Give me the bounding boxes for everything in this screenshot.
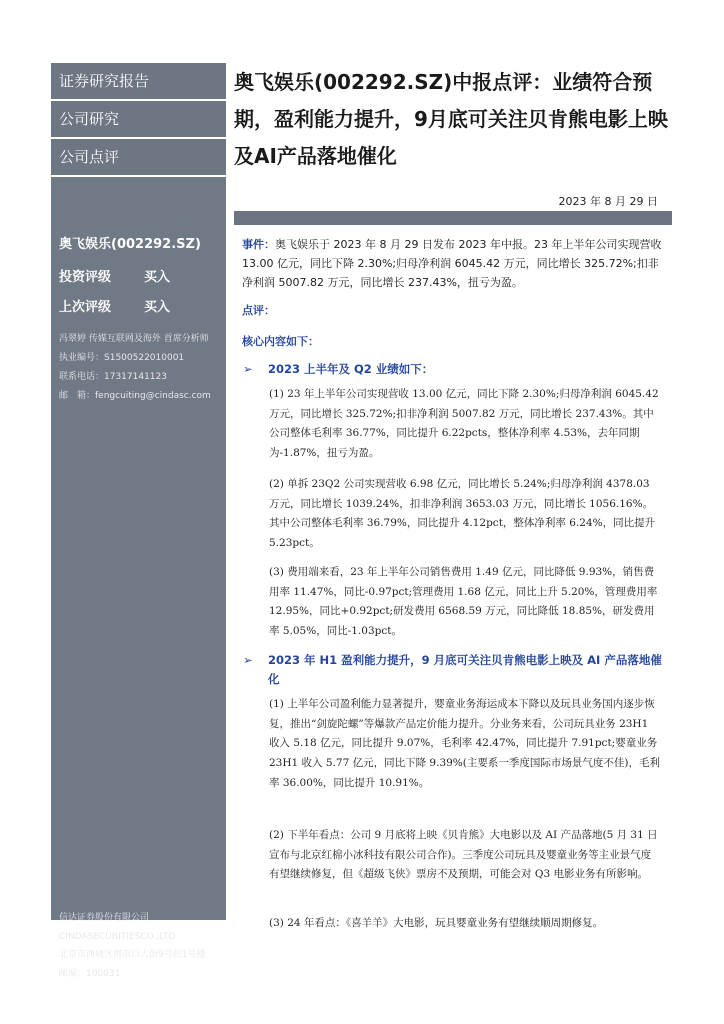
results-item-3: (3) 费用端来看，23 年上半年公司销售费用 1.49 亿元，同比降低 9.93%，销售费用率 11.47%，同比-0.97pct;管理费用 1.68 亿元，同比上升 5.20%，管理费用率 12.95%，同比+0.92pct;研发费用 6568.59 万元，同比降低 18.85%，研发费用率 5.05%，同比-1.03pct。 [269,566,658,638]
report-date: 2023 年 8 月 29 日 [558,195,658,208]
report-title: 奥飞娱乐(002292.SZ)中报点评：业绩符合预期，盈利能力提升，9月底可关注贝肯熊电影上映及AI产品落地催化 [234,70,668,168]
arrow-bullet-icon: ➢ [243,653,253,667]
arrow-bullet-icon: ➢ [243,362,253,376]
analyst-name: 冯翠婷 传媒互联网及海外 首席分析师 [59,334,209,344]
results-item-1: (1) 23 年上半年公司实现营收 13.00 亿元，同比下降 2.30%;归母净利润 6045.42 万元，同比增长 325.72%;扣非净利润 5007.82 万元，同比增长 237.43%。其中公司整体毛利率 36.77%，同比提升 6.22pcts，整体净利率 4.53%，去年同期为-1.87%，扭亏为盈。 [269,388,659,460]
section-heading-text: 2023 年 H1 盈利能力提升，9 月底可关注贝肯熊电影上映及 AI 产品落地催化 [268,653,662,686]
analyst-license: 执业编号：S1500522010001 [59,353,185,363]
comment-type-band: 公司点评 [51,139,226,175]
investment-rating-label: 投资评级 [59,270,112,285]
event-label: 事件： [242,238,275,251]
previous-rating-value: 买入 [144,300,171,315]
profitability-item-1: (1) 上半年公司盈利能力显著提升，婴童业务海运成本下降以及玩具业务国内逐步恢复，推出“剑旋陀螺”等爆款产品定价能力提升。分业务来看，公司玩具业务 23H1 收入 5.18 亿元，同比提升 9.07%，毛利率 42.47%，同比提升 7.91pct;婴童业务 23H1 收入 5.77 亿元，同比下降 9.39%(主要系一季度国际市场景气度不佳)，毛利率 36.00%，同比提升 10.91%。 [269,698,660,789]
previous-rating-label: 上次评级 [59,300,112,315]
firm-info [59,909,205,983]
sidebar-panel [51,177,226,920]
analyst-phone: 联系电话：17317141123 [59,372,167,382]
previous-rating [59,296,171,315]
firm-postcode: 邮编：100031 [59,968,121,979]
sidebar [51,63,226,979]
analyst-info [59,330,229,406]
section-heading-profitability [243,651,663,691]
results-item-2: (2) 单拆 23Q2 公司实现营收 6.98 亿元，同比增长 5.24%;归母净利润 4378.03 万元，同比增长 1039.24%，扣非净利润 3653.03 万元，同比增长 1056.16%。其中公司整体毛利率 36.79%，同比提升 4.12pct，整体净利率 6.24%，同比提升 5.23pct。 [269,478,656,550]
firm-address: 北京市西城区闹市口大街9号院1号楼 [59,950,206,960]
analyst-email[interactable]: 邮 箱：fengcuiting@cindasc.com [59,391,211,401]
firm-name-cn: 信达证券股份有限公司 [59,913,150,923]
profitability-item-3: (3) 24 年看点：《喜羊羊》大电影，玩具婴童业务有望继续顺周期修复。 [269,917,604,929]
core-content-label: 核心内容如下： [242,335,319,348]
comment-label: 点评： [242,304,275,317]
firm-name-en: CINDASECURITIESCO.,LTD [59,931,176,942]
section-heading-h1-results [243,360,663,380]
section-heading-text: 2023 上半年及 Q2 业绩如下： [268,362,434,376]
event-text: 奥飞娱乐于 2023 年 8 月 29 日发布 2023 年中报。23 年上半年公司实现营收 13.00 亿元，同比下降 2.30%;归母净利润 6045.42 万元，同比增长 325.72%;扣非净利润 5007.82 万元，同比增长 237.43%，扭亏为盈。 [242,238,662,289]
investment-rating [59,266,171,285]
research-type-band: 公司研究 [51,101,226,137]
investment-rating-value: 买入 [144,270,171,285]
event-paragraph [242,235,667,292]
profitability-item-2: (2) 下半年看点：公司 9 月底将上映《贝肯熊》大电影以及 AI 产品落地(5 月 31 日宣布与北京红棉小冰科技有限公司合作)。三季度公司玩具及婴童业务等主业景气度有望继续修复，但《超级飞侠》票房不及预期，可能会对 Q3 电影业务有所影响。 [269,829,658,881]
sidebar-company: 奥飞娱乐(002292.SZ) [59,237,201,252]
report-type-band: 证券研究报告 [51,63,226,99]
header-divider-bar [234,211,672,225]
